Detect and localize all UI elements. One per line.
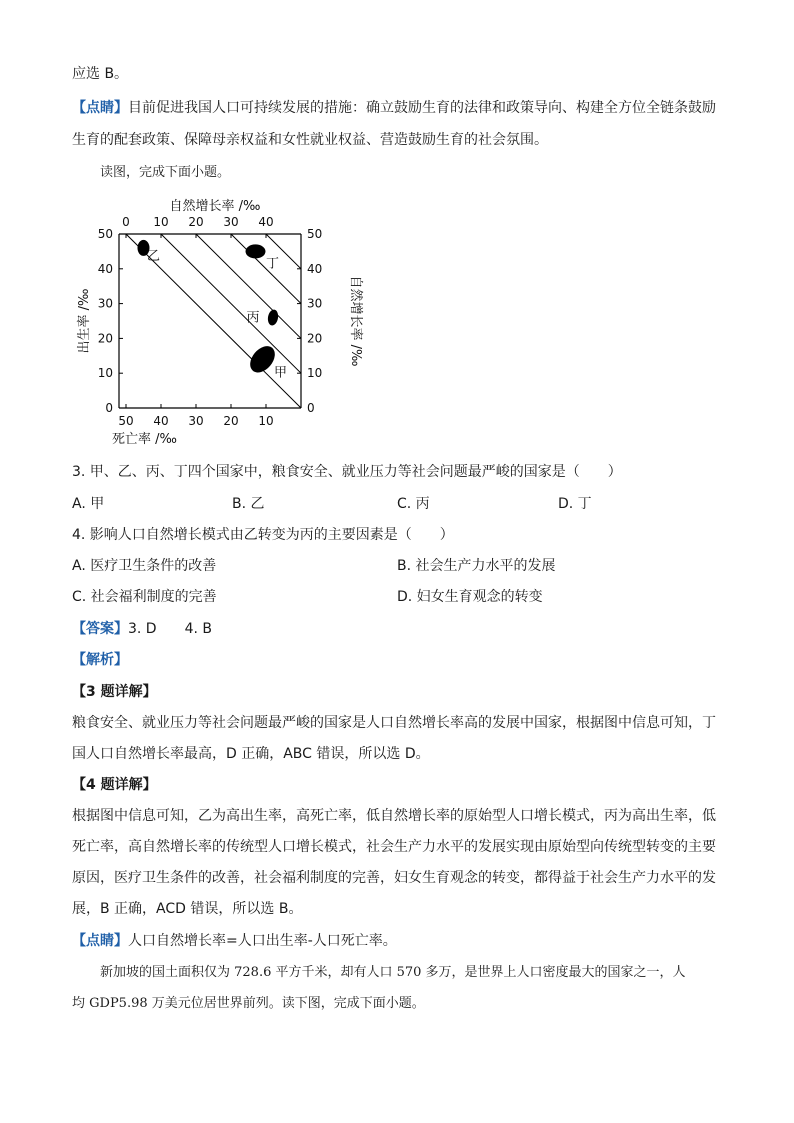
q3-option-d: D. 丁: [558, 496, 592, 512]
q3-option-b: B. 乙: [232, 496, 265, 512]
right-tick-label: 50: [307, 227, 323, 241]
q4-detail-line2: 死亡率，高自然增长率的传统型人口增长模式，社会生产力水平的发展实现由原始型向传统型转变的主要: [72, 839, 716, 855]
natural-rate-line-20: [196, 234, 370, 415]
top-tick-label: 0: [122, 215, 130, 229]
bottom-tick-label: 20: [223, 414, 239, 428]
left-tick-label: 50: [97, 227, 113, 241]
top-tick-label: 10: [153, 215, 169, 229]
q3-detail-line1: 粮食安全、就业压力等社会问题最严峻的国家是人口自然增长率高的发展中国家，根据图中信息可知，丁: [72, 715, 716, 731]
intro-text: 读图，完成下面小题。: [100, 165, 231, 180]
top-axis-title: 自然增长率 /‰: [169, 199, 261, 214]
tip2-text: 人口自然增长率=人口出生率-人口死亡率。: [128, 933, 397, 949]
country-mark: [246, 244, 266, 258]
tip2-label: 【点睛】: [72, 933, 128, 949]
q4-stem: 4. 影响人口自然增长模式由乙转变为丙的主要因素是（ ）: [72, 527, 454, 543]
left-tick-label: 20: [97, 331, 113, 346]
population-growth-diagram: [70, 190, 370, 450]
answer-label: 【答案】: [72, 621, 128, 637]
right-tick-label: 30: [307, 296, 323, 311]
q4-option-d: D. 妇女生育观念的转变: [397, 589, 543, 605]
q3-option-a: A. 甲: [72, 496, 105, 512]
q4-option-a: A. 医疗卫生条件的改善: [72, 558, 217, 574]
top-tick-label: 20: [188, 215, 204, 229]
left-axis-title: 出生率 /‰: [77, 288, 92, 354]
q4-option-b: B. 社会生产力水平的发展: [397, 558, 556, 574]
left-tick-label: 40: [97, 261, 113, 276]
right-tick-label: 10: [307, 366, 323, 381]
top-tick-label: 40: [258, 215, 274, 229]
top-tick-label: 30: [223, 215, 239, 229]
q4-option-c: C. 社会福利制度的完善: [72, 589, 217, 605]
bottom-tick-label: 30: [188, 414, 204, 428]
bottom-tick-label: 50: [118, 414, 134, 428]
q4-detail-line4: 展，B 正确，ACD 错误，所以选 B。: [72, 901, 303, 917]
country-label: 乙: [146, 248, 161, 264]
right-tick-label: 0: [307, 401, 315, 415]
answer-text: 3. D 4. B: [128, 621, 212, 637]
right-axis-title: 自然增长率 /‰: [348, 275, 363, 367]
bottom-tick-label: 10: [258, 414, 274, 428]
answer-line: [72, 619, 212, 639]
next-intro-line1: 新加坡的国土面积仅为 728.6 平方千米，却有人口 570 多万，是世界上人口密度最大的国家之一，人: [100, 965, 686, 980]
bottom-tick-label: 40: [153, 414, 169, 428]
left-tick-label: 30: [97, 296, 113, 311]
q3-detail-line2: 国人口自然增长率最高，D 正确，ABC 错误，所以选 D。: [72, 746, 430, 762]
prev-answer-line: 应选 B。: [72, 66, 129, 82]
left-tick-label: 10: [97, 366, 113, 381]
country-label: 甲: [273, 365, 288, 381]
q4-detail-label: 【4 题详解】: [72, 777, 157, 793]
right-tick-label: 20: [307, 331, 323, 346]
next-intro-line2: 均 GDP5.98 万美元位居世界前列。读下图，完成下面小题。: [72, 996, 425, 1011]
country-mark: [267, 309, 280, 326]
q4-detail-line3: 原因，医疗卫生条件的改善，社会福利制度的完善，妇女生育观念的转变，都得益于社会生产力水平的发: [72, 870, 716, 886]
q3-stem: 3. 甲、乙、丙、丁四个国家中，粮食安全、就业压力等社会问题最严峻的国家是（ ）: [72, 464, 622, 480]
bottom-axis-title: 死亡率 /‰: [112, 432, 177, 447]
prev-tip: [72, 98, 716, 118]
analysis-label: 【解析】: [72, 652, 128, 668]
q4-detail-line1: 根据图中信息可知，乙为高出生率，高死亡率，低自然增长率的原始型人口增长模式，丙为高出生率，低: [72, 808, 716, 824]
tip2-line: [72, 931, 397, 951]
q3-detail-label: 【3 题详解】: [72, 684, 157, 700]
left-tick-label: 0: [105, 401, 113, 415]
right-tick-label: 40: [307, 261, 323, 276]
tip-label: 【点睛】: [72, 100, 128, 116]
q3-option-c: C. 丙: [397, 496, 430, 512]
country-label: 丙: [246, 310, 260, 326]
prev-tip-line2: 生育的配套政策、保障母亲权益和女性就业权益、营造鼓励生育的社会氛围。: [72, 132, 548, 148]
country-label: 丁: [265, 256, 280, 272]
tip-line1: 目前促进我国人口可持续发展的措施：确立鼓励生育的法律和政策导向、构建全方位全链条鼓励: [128, 100, 716, 116]
